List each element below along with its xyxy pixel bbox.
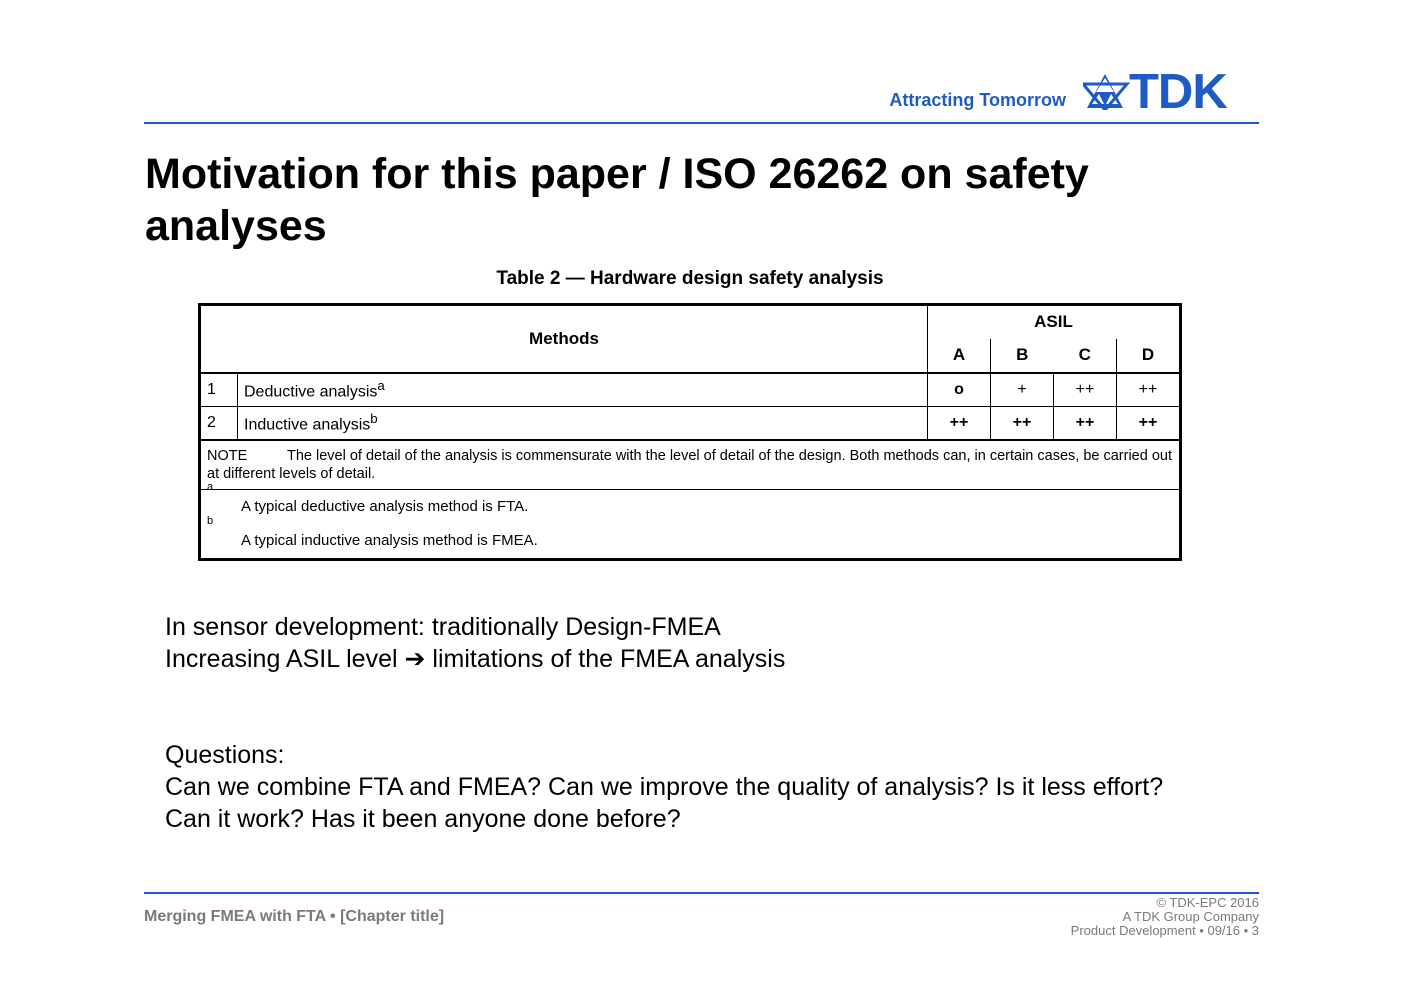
rating-cell: ++ bbox=[991, 406, 1054, 440]
right-arrow-icon: ➔ bbox=[404, 645, 426, 673]
footnote-text: A typical deductive analysis method is FTA. bbox=[241, 497, 529, 515]
footer-meta bbox=[1071, 896, 1259, 938]
footer-title: Merging FMEA with FTA • [Chapter title] bbox=[144, 908, 445, 925]
footnote-ref: a bbox=[377, 377, 385, 393]
footer-rule bbox=[144, 892, 1259, 894]
footer-company: A TDK Group Company bbox=[1122, 909, 1259, 924]
header-rule bbox=[144, 122, 1259, 124]
table-row bbox=[200, 406, 1181, 440]
note-label: NOTE bbox=[207, 447, 248, 464]
table-note bbox=[200, 440, 1181, 490]
row-number: 1 bbox=[200, 373, 238, 407]
tdk-logo-emblem-icon bbox=[1083, 74, 1127, 110]
asil-level-a: A bbox=[928, 339, 991, 373]
footnote bbox=[207, 514, 1173, 558]
footnote-text: A typical inductive analysis method is FMEA. bbox=[241, 531, 538, 549]
row-number: 2 bbox=[200, 406, 238, 440]
footnote-mark: a bbox=[207, 480, 214, 493]
asil-header: ASIL bbox=[928, 305, 1181, 339]
tdk-logo bbox=[1083, 70, 1260, 110]
footnote-mark: b bbox=[207, 514, 214, 527]
asil-level-c: C bbox=[1054, 339, 1117, 373]
body-line: In sensor development: traditionally Design-FMEA bbox=[165, 613, 721, 641]
tdk-logo-text: TDK bbox=[1129, 70, 1227, 110]
rating-cell: ++ bbox=[1054, 406, 1117, 440]
footer-page-info: Product Development • 09/16 • 3 bbox=[1070, 923, 1259, 938]
method-label: Deductive analysis bbox=[244, 383, 378, 401]
methods-header: Methods bbox=[200, 305, 928, 373]
rating-cell: + bbox=[991, 373, 1054, 407]
note-text: The level of detail of the analysis is commensurate with the level of detail of the design. Both methods can, in certain cases, be carried out at different levels of detail. bbox=[207, 447, 1172, 482]
table-caption: Table 2 — Hardware design safety analysis bbox=[496, 268, 884, 289]
method-name bbox=[238, 373, 928, 407]
page-title: Motivation for this paper / ISO 26262 on safety analyses bbox=[145, 150, 1089, 250]
body-line-pre: Increasing ASIL level bbox=[165, 645, 398, 673]
rating-cell: o bbox=[928, 373, 991, 407]
rating-cell: ++ bbox=[1117, 373, 1181, 407]
table-footnotes bbox=[200, 480, 1181, 559]
body-line-post: limitations of the FMEA analysis bbox=[432, 645, 786, 673]
body-statements bbox=[165, 611, 785, 675]
hardware-safety-analysis-table bbox=[198, 303, 1182, 561]
asil-level-b: B bbox=[991, 339, 1054, 373]
questions-block bbox=[165, 739, 1163, 835]
method-label: Inductive analysis bbox=[244, 416, 371, 434]
footer-copyright: © TDK-EPC 2016 bbox=[1156, 895, 1259, 910]
question-line: Can it work? Has it been anyone done before? bbox=[165, 805, 681, 833]
footnote-ref: b bbox=[370, 410, 378, 426]
method-name bbox=[238, 406, 928, 440]
asil-level-d: D bbox=[1117, 339, 1181, 373]
rating-cell: ++ bbox=[1054, 373, 1117, 407]
question-line: Can we combine FTA and FMEA? Can we improve the quality of analysis? Is it less effort? bbox=[165, 773, 1164, 801]
questions-heading: Questions: bbox=[165, 741, 285, 769]
tagline: Attracting Tomorrow bbox=[889, 90, 1066, 110]
rating-cell: ++ bbox=[928, 406, 991, 440]
table-row bbox=[200, 373, 1181, 407]
rating-cell: ++ bbox=[1117, 406, 1181, 440]
body-line bbox=[165, 643, 785, 675]
footnote bbox=[207, 480, 1173, 524]
